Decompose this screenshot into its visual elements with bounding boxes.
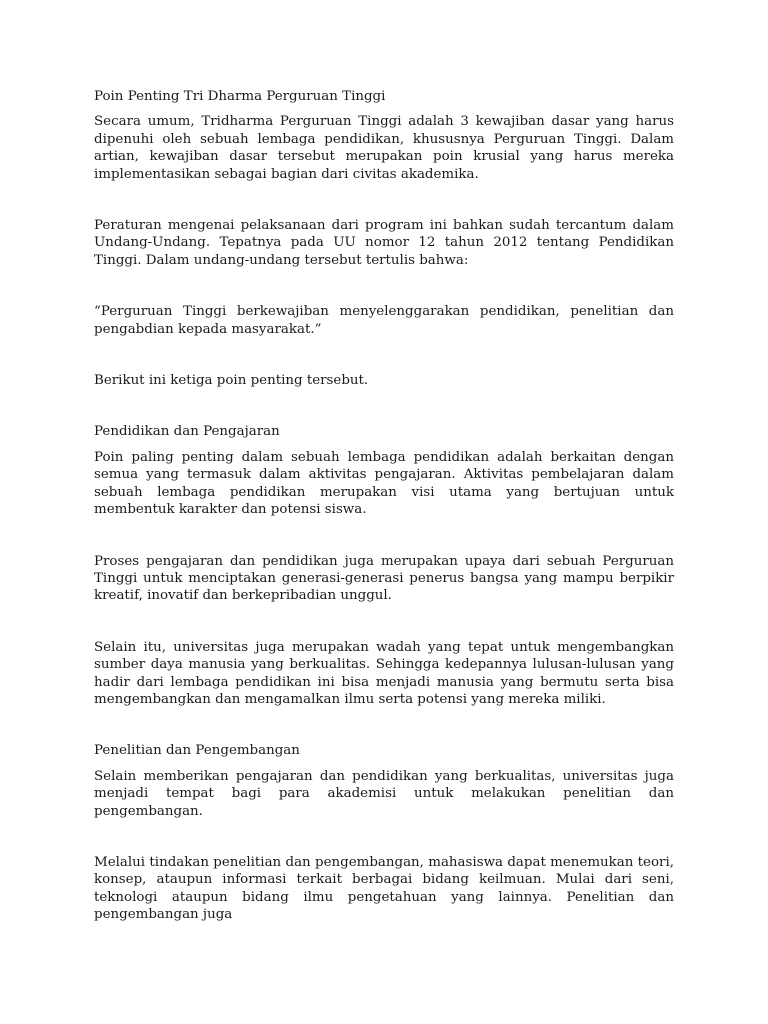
section-heading-penelitian: Penelitian dan Pengembangan [94,743,300,759]
section2-paragraph-2: Melalui tindakan penelitian dan pengembangan, mahasiswa dapat menemukan teori, konsep, ataupun informasi terkait berbagai bidang keilmuan. Mulai dari seni, teknologi ataupun bidang ilmu pengetahuan yang lainnya. Penelitian dan pengembangan juga [94,854,674,923]
section-heading-pendidikan: Pendidikan dan Pengajaran [94,424,280,440]
section2-paragraph-1: Selain memberikan pengajaran dan pendidikan yang berkualitas, universitas juga menjadi tempat bagi para akademisi untuk melakukan penelitian dan pengembangan. [94,768,674,819]
quote-paragraph: “Perguruan Tinggi berkewajiban menyelenggarakan pendidikan, penelitian dan pengabdian kepada masyarakat.” [94,304,674,337]
section1-paragraph-3: Selain itu, universitas juga merupakan wadah yang tepat untuk mengembangkan sumber daya manusia yang berkualitas. Sehingga kedepannya lulusan-lulusan yang hadir dari lembaga pendidikan ini bisa menjadi manusia yang bermutu serta bisa mengembangkan dan mengamalkan ilmu serta potensi yang mereka miliki. [94,639,674,707]
intro-paragraph-2: Peraturan mengenai pelaksanaan dari program ini bahkan sudah tercantum dalam Undang-Undang. Tepatnya pada UU nomor 12 tahun 2012 tentang Pendidikan Tinggi. Dalam undang-undang tersebut tertulis bahwa: [94,218,674,268]
section1-paragraph-1: Poin paling penting dalam sebuah lembaga pendidikan adalah berkaitan dengan semua yang termasuk dalam aktivitas pengajaran. Aktivitas pembelajaran dalam sebuah lembaga pendidikan merupakan visi utama yang bertujuan untuk membentuk karakter dan potensi siswa. [94,449,674,518]
intro-paragraph-3: Berikut ini ketiga poin penting tersebut. [94,373,369,389]
document-page [94,88,674,924]
intro-paragraph-1: Secara umum, Tridharma Perguruan Tinggi adalah 3 kewajiban dasar yang harus dipenuhi oleh sebuah lembaga pendidikan, khususnya Perguruan Tinggi. Dalam artian, kewajiban dasar tersebut merupakan poin krusial yang harus mereka implementasikan sebagai bagian dari civitas akademika. [94,114,674,182]
document-title: Poin Penting Tri Dharma Perguruan Tinggi [94,89,386,104]
section1-paragraph-2: Proses pengajaran dan pendidikan juga merupakan upaya dari sebuah Perguruan Tinggi untuk menciptakan generasi-generasi penerus bangsa yang mampu berpikir kreatif, inovatif dan berkepribadian unggul. [94,553,674,604]
